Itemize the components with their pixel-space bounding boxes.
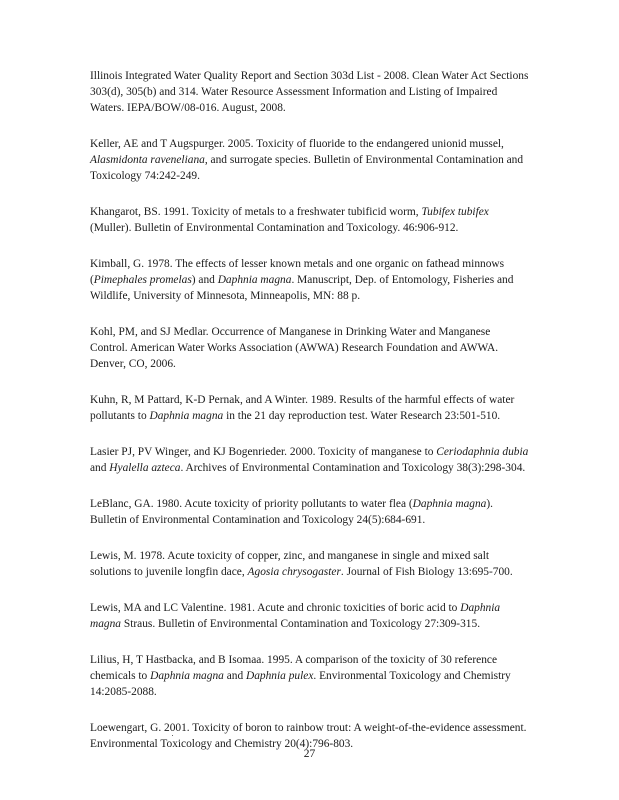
species-name: Daphnia magna bbox=[149, 410, 224, 422]
reference-text: Illinois Integrated Water Quality Report and Section 303d List - 2008. Clean Water Act Sections 303(d), 305(b) and 314. Water Resource Assessment Information and Listing of Impaired Waters. IEPA/BOW/08-016. August, 2008. bbox=[90, 70, 529, 114]
species-name: Alasmidonta raveneliana bbox=[90, 154, 205, 166]
reference-entry bbox=[90, 204, 530, 236]
species-name: Pimephales promelas bbox=[93, 274, 192, 286]
reference-entry bbox=[90, 392, 530, 424]
reference-entry bbox=[90, 136, 530, 184]
reference-text: Lewis, M. 1978. Acute toxicity of copper, zinc, and manganese in single and mixed salt solutions to juvenile longfin dace, bbox=[90, 550, 490, 578]
reference-entry bbox=[90, 444, 530, 476]
reference-text: . Journal of Fish Biology 13:695-700. bbox=[340, 566, 513, 578]
reference-entry bbox=[90, 324, 530, 372]
reference-text: ). Bulletin of Environmental Contamination and Toxicology 24(5):684-691. bbox=[90, 498, 494, 526]
reference-text: Keller, AE and T Augspurger. 2005. Toxicity of fluoride to the endangered unionid mussel, bbox=[90, 138, 504, 150]
species-name: Daphnia magna bbox=[150, 670, 224, 682]
reference-text: Khangarot, BS. 1991. Toxicity of metals to a freshwater tubificid worm, bbox=[90, 206, 422, 218]
species-name: Daphnia magna bbox=[217, 274, 292, 286]
species-name: Daphnia pulex bbox=[246, 670, 314, 682]
species-name: Agosia chrysogaster bbox=[247, 566, 341, 578]
reference-text: Loewengart, G. 2001. Toxicity of boron to rainbow trout: A weight-of-the-evidence assessment. Environmental Toxicology and Chemistry 20(4):796-803. bbox=[90, 722, 527, 750]
reference-text: (Muller). Bulletin of Environmental Contamination and Toxicology. 46:906-912. bbox=[90, 222, 459, 234]
reference-text: LeBlanc, GA. 1980. Acute toxicity of priority pollutants to water flea ( bbox=[90, 498, 413, 510]
reference-text: Kohl, PM, and SJ Medlar. Occurrence of Manganese in Drinking Water and Manganese Control. American Water Works Association (AWWA) Research Foundation and AWWA. Denver, CO, 2006. bbox=[90, 326, 499, 370]
reference-text: . Manuscript, Dep. of Entomology, Fisheries and Wildlife, University of Minnesota, Minneapolis, MN: 88 p. bbox=[90, 274, 514, 302]
reference-text: . Archives of Environmental Contamination and Toxicology 38(3):298-304. bbox=[180, 462, 526, 474]
species-name: Ceriodaphnia dubia bbox=[436, 446, 529, 458]
reference-text: Lewis, MA and LC Valentine. 1981. Acute and chronic toxicities of boric acid to bbox=[90, 602, 461, 614]
reference-text: Kimball, G. 1978. The effects of lesser known metals and one organic on fathead minnows ( bbox=[90, 258, 505, 286]
reference-entry bbox=[90, 496, 530, 528]
reference-entry bbox=[90, 68, 530, 116]
species-name: Tubifex tubifex bbox=[421, 206, 489, 218]
reference-text: and bbox=[90, 462, 110, 474]
reference-entry bbox=[90, 600, 530, 632]
page-number: 27 bbox=[303, 748, 316, 760]
scan-speck bbox=[172, 735, 173, 736]
reference-entry bbox=[90, 652, 530, 700]
reference-entry bbox=[90, 256, 530, 304]
reference-text: and bbox=[223, 670, 246, 682]
reference-text: Straus. Bulletin of Environmental Contamination and Toxicology 27:309-315. bbox=[121, 618, 481, 630]
reference-text: ) and bbox=[191, 274, 218, 286]
reference-text: Kuhn, R, M Pattard, K-D Pernak, and A Winter. 1989. Results of the harmful effects of water pollutants to bbox=[90, 394, 515, 422]
reference-list bbox=[90, 68, 530, 772]
reference-text: in the 21 day reproduction test. Water Research 23:501-510. bbox=[223, 410, 501, 422]
species-name: Daphnia magna bbox=[90, 602, 501, 630]
reference-text: . Environmental Toxicology and Chemistry 14:2085-2088. bbox=[90, 670, 511, 698]
species-name: Hyalella azteca bbox=[109, 462, 181, 474]
reference-entry bbox=[90, 548, 530, 580]
reference-text: , and surrogate species. Bulletin of Environmental Contamination and Toxicology 74:242-249. bbox=[90, 154, 524, 182]
reference-text: Lasier PJ, PV Winger, and KJ Bogenrieder. 2000. Toxicity of manganese to bbox=[90, 446, 437, 458]
species-name: Daphnia magna bbox=[412, 498, 487, 510]
reference-text: Lilius, H, T Hastbacka, and B Isomaa. 1995. A comparison of the toxicity of 30 reference chemicals to bbox=[90, 654, 498, 682]
